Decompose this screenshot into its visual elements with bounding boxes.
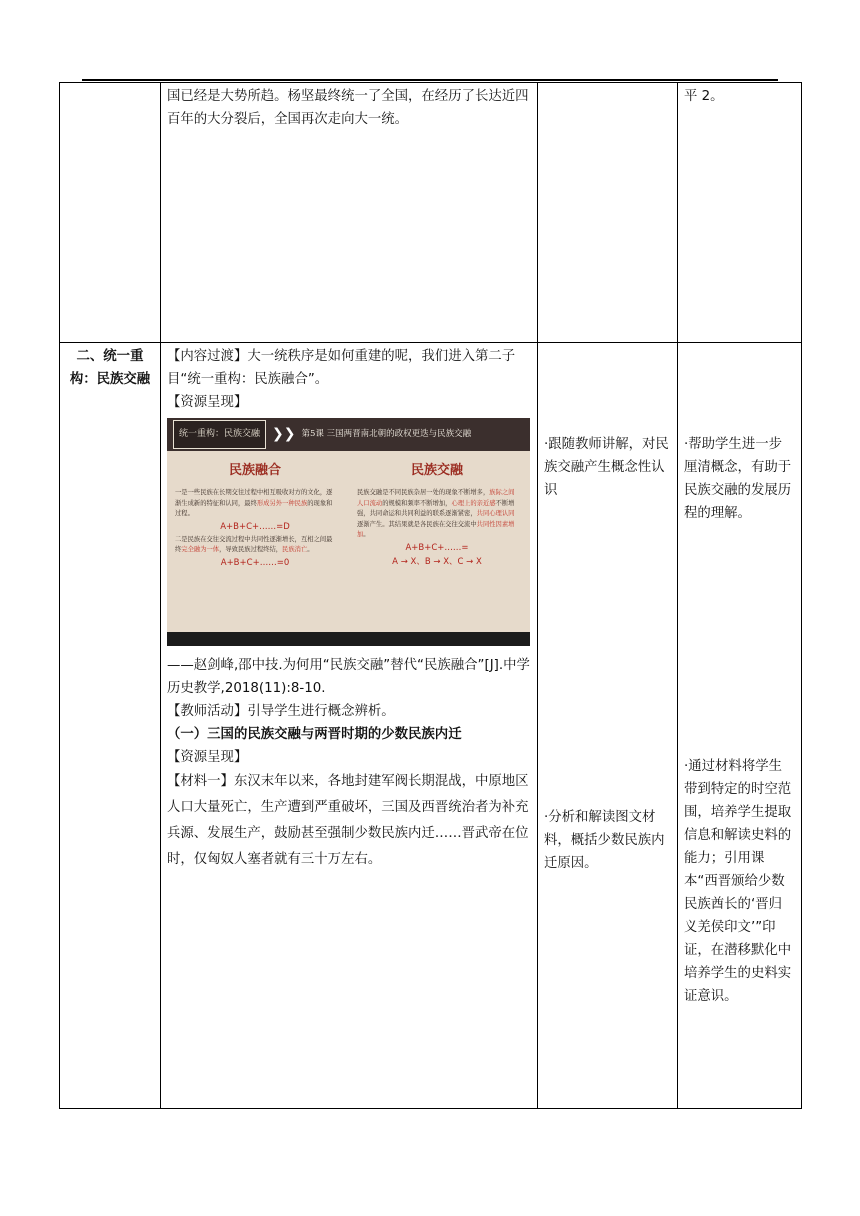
- citation-text: ——赵剑峰,邵中技.为何用“民族交融”替代“民族融合”[J].中学历史教学,2018(11):8-10.: [167, 658, 530, 696]
- design-intent-1: ·帮助学生进一步厘清概念，有助于民族交融的发展历程的理解。: [684, 437, 792, 521]
- slide-footer-bar: [167, 632, 530, 646]
- slide-heading-interaction: 民族交融: [410, 463, 463, 478]
- slide-formula-interaction-2: A → X、B → X、C → X: [392, 556, 482, 567]
- slide-column-fusion: [175, 459, 335, 571]
- section-heading: （一）三国的民族交融与两晋时期的少数民族内迁: [167, 727, 462, 742]
- design-intent-cell: [678, 343, 802, 1109]
- student-activity-2: ·分析和解读图文材料，概括少数民族内迁原因。: [544, 810, 665, 871]
- lesson-table: [59, 82, 802, 1109]
- design-intent-2: ·通过材料将学生带到特定的时空范围，培养学生提取信息和解读史料的能力；引用课本“西晋颁给少数民族酋长的‘晋归义羌侯印文’”印证，在潜移默化中培养学生的史料实证意识。: [684, 759, 792, 1004]
- concept-slide-image: [167, 418, 530, 646]
- content-cell: [161, 83, 538, 343]
- slide-column-interaction: [357, 459, 517, 570]
- material-one-text: 【材料一】东汉末年以来，各地封建军阀长期混战，中原地区人口大量死亡，生产遭到严重破坏，三国及西晋统治者为补充兵源、发展生产，鼓励甚至强制少数民族内迁……晋武帝在位时，仅匈奴人塞者就有三十万左右。: [167, 774, 529, 867]
- slide-formula-fusion-2: A+B+C+……=0: [220, 557, 290, 568]
- resource-label: 【资源呈现】: [167, 395, 248, 410]
- slide-body: [167, 451, 530, 632]
- student-activity-cell: [538, 83, 678, 343]
- transition-text: 【内容过渡】大一统秩序是如何重建的呢，我们进入第二子目“统一重构：民族融合”。: [167, 349, 516, 387]
- stage-cell: [60, 83, 161, 343]
- student-activity-1: ·跟随教师讲解，对民族交融产生概念性认识: [544, 437, 669, 498]
- resource-label: 【资源呈现】: [167, 750, 248, 765]
- slide-text-fusion-1: 一是一些民族在长期交往过程中相互吸收对方的文化，逐渐生成新的特征和认同，最终形成另外一种民族的现象和过程。: [175, 489, 333, 517]
- slide-lesson-title: 第5课 三国两晋南北朝的政权更迭与民族交融: [301, 429, 472, 439]
- slide-formula-fusion-1: A+B+C+……=D: [220, 521, 290, 532]
- table-row: [60, 343, 802, 1109]
- design-intent-cell: [678, 83, 802, 343]
- slide-heading-fusion: 民族融合: [228, 463, 281, 478]
- content-paragraph: 国已经是大势所趋。杨坚最终统一了全国，在经历了长达近四百年的大分裂后，全国再次走向大一统。: [167, 89, 529, 127]
- stage-cell: [60, 343, 161, 1109]
- slide-title-bar: [167, 418, 530, 451]
- student-activity-cell: [538, 343, 678, 1109]
- header-rule: [82, 79, 778, 81]
- slide-formula-interaction-1: A+B+C+……=: [405, 542, 469, 553]
- slide-text-fusion-2: 二是民族在交往交流过程中共同性逐渐增长，互相之间最终完全融为一体，导致民族过程终结，民族消亡。: [175, 535, 333, 553]
- table-row: [60, 83, 802, 343]
- double-chevron-icon: ❯❯: [272, 426, 296, 442]
- intent-paragraph: 平 2。: [684, 89, 724, 104]
- stage-label: 二、统一重构：民族交融: [69, 349, 151, 387]
- content-cell: [161, 343, 538, 1109]
- teacher-activity-text: 【教师活动】引导学生进行概念辨析。: [167, 704, 395, 719]
- slide-text-interaction: 民族交融是不同民族杂居一处的现象不断增多，族际之间人口流动的规模和频率不断增加，心理上的亲近感不断增强，共同命运和共同利益的联系逐渐紧密，共同心理认同逐渐产生。其结果就是各民族在交往交流中共同性因素增加。: [357, 489, 515, 538]
- slide-section-tag: 统一重构：民族交融: [173, 420, 266, 449]
